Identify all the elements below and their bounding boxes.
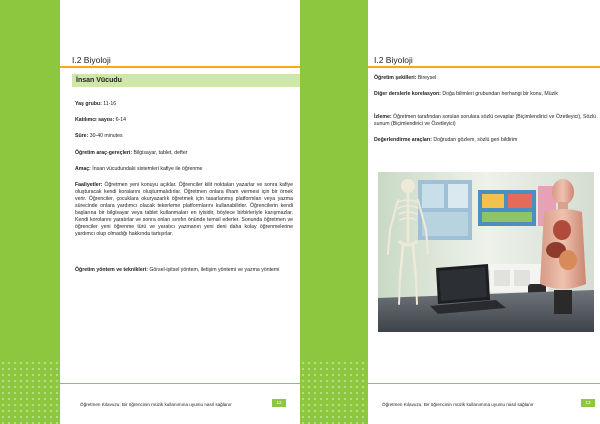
field-correlation: Diğer derslerle korelasyon: Doğa bilimleri grubundan herhangi bir konu, Müzik bbox=[374, 91, 558, 97]
field-monitoring: İzleme: Öğretmen tarafından sorulan sorulara sözlü cevaplar (Biçimlendirici ve Özetleyici), Sözlü sunum (Biçimlendirici ve Özetleyici) bbox=[374, 114, 597, 127]
page-number: 13 bbox=[581, 399, 595, 407]
field-age: Yaş grubu: 11-16 bbox=[75, 101, 117, 107]
title-rule bbox=[60, 66, 300, 68]
page-title: I.2 Biyoloji bbox=[374, 55, 413, 65]
classroom-skeleton-anatomy-photo-icon bbox=[378, 172, 594, 332]
page-number: 12 bbox=[272, 399, 286, 407]
title-rule bbox=[368, 66, 600, 68]
field-assessment: Değerlendirme araçları: Doğrudan gözlem, sözlü geri bildirim bbox=[374, 137, 518, 143]
field-teaching-form: Öğretim şekilleri: Bireysel bbox=[374, 75, 437, 81]
classroom-photo bbox=[378, 172, 594, 332]
field-goal: Amaç: İnsan vücudundaki sistemleri kafiye ile öğrenme bbox=[75, 166, 203, 172]
section-heading: İnsan Vücudu bbox=[72, 74, 300, 87]
field-materials: Öğretim araç-gereçleri: Bilgisayar, tablet, defter bbox=[75, 150, 188, 156]
center-dot-pattern bbox=[300, 360, 368, 424]
footer-text: Öğretmen Kılavuzu: Bir öğrencinin müzik kullanımına uyumu nasıl sağlanır bbox=[382, 402, 534, 407]
footer-rule bbox=[368, 383, 600, 384]
page-title: I.2 Biyoloji bbox=[72, 55, 111, 65]
field-participants: Katılımcı sayısı: 6-14 bbox=[75, 117, 127, 123]
left-dot-pattern bbox=[0, 360, 60, 424]
activities-paragraph: Faaliyetler: Öğretmen yeni konuyu açıklar. Öğrenciler kilit noktaları yazarlar ve sonra kafiye oluşturacak kendi koralarını oluşturmalıdırlar. Öğretmen onlara ilham vermesi için bir örnek verir. Öğrenciler, çocuklara okuryazarlık öğretmek için tasarlanmış platformları veya yazma sürecinde onlara yardımcı olacak tekerleme platformlarını kullanabilirler. Öğrencilerin kendi başlarına bir bilgisayar veya tablet kullanmaları en iyisidir, böylece birbirleriyle karışmazlar. Kendi korolarını yaratırlar ve sonra onları sınıfın önünde temsil ederler. Sonunda öğretmen ve öğrenciler yeni öğrenme türü ve yaratıcı yazmanın yeni deni daha kolay öğrenmelerine yardımcı olup olmadığı hakkında tartışırlar. bbox=[75, 182, 293, 237]
left-page bbox=[60, 0, 300, 424]
field-duration: Süre: 30-40 minutes bbox=[75, 133, 123, 139]
methods-paragraph: Öğretim yöntem ve teknikleri: Görsel-işitsel yöntem, iletişim yöntemi ve yazma yöntemi bbox=[75, 267, 280, 273]
footer-rule bbox=[60, 383, 300, 384]
right-page bbox=[368, 0, 600, 424]
footer-text: Öğretmen Kılavuzu: Bir öğrencinin müzik kullanımına uyumu nasıl sağlanır bbox=[80, 402, 232, 407]
